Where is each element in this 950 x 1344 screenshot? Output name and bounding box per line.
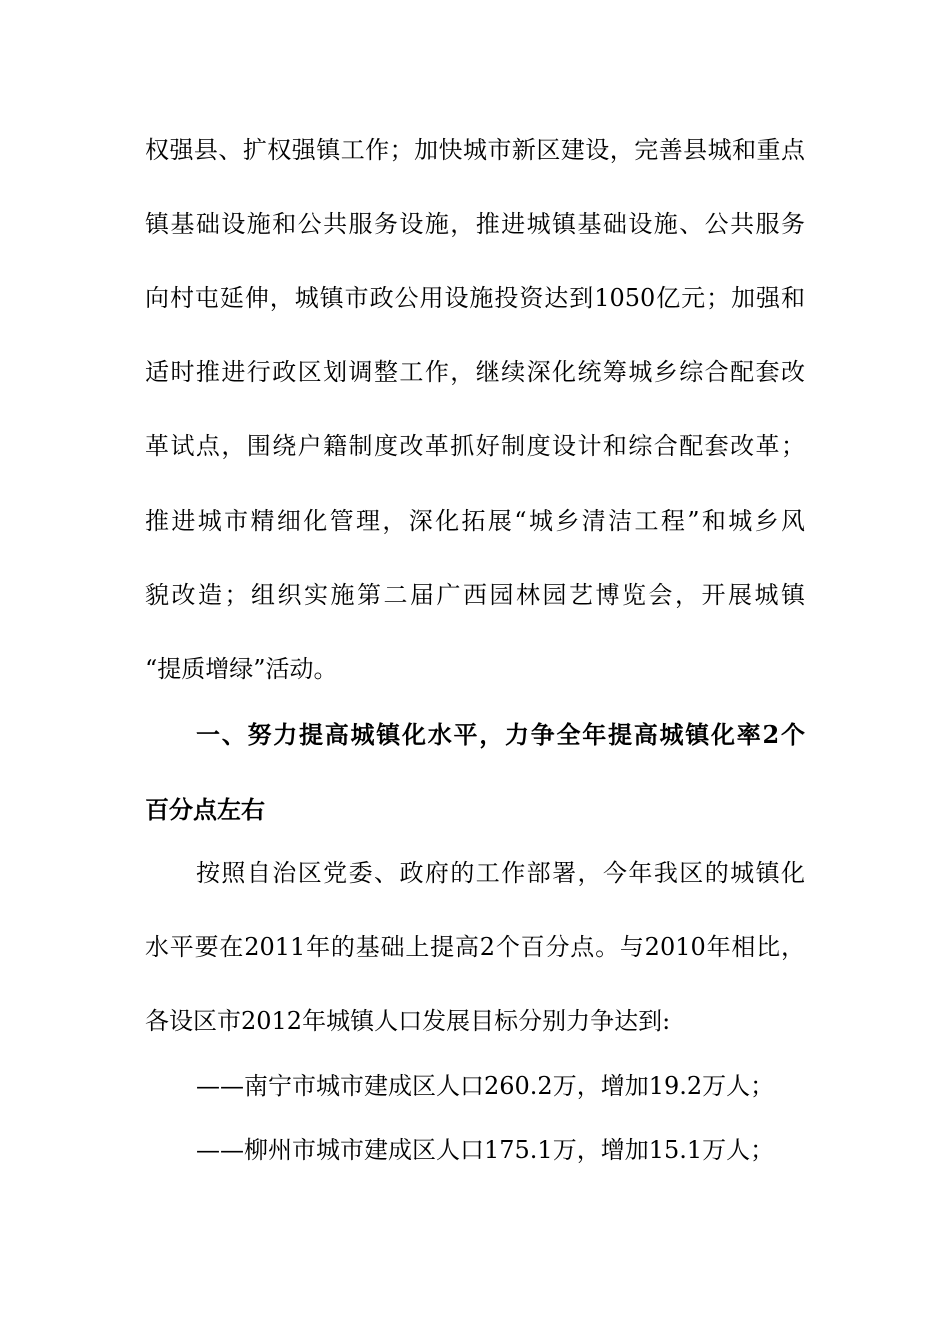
section-heading: 一、努力提高城镇化水平，力争全年提高城镇化率2个 [196, 720, 805, 749]
paragraph-line: 各设区市2012年城镇人口发展目标分别力争达到: [145, 1007, 671, 1035]
paragraph-line: 向村屯延伸，城镇市政公用设施投资达到1050亿元；加强和 [145, 284, 805, 312]
paragraph-line: 革试点，围绕户籍制度改革抓好制度设计和综合配套改革； [145, 432, 805, 460]
paragraph-line: 权强县、扩权强镇工作；加快城市新区建设，完善县城和重点 [145, 136, 805, 164]
list-item: ——柳州市城市建成区人口175.1万，增加15.1万人； [196, 1136, 775, 1164]
paragraph-line: 镇基础设施和公共服务设施，推进城镇基础设施、公共服务 [145, 210, 805, 238]
section-heading: 百分点左右 [145, 795, 265, 824]
list-item: ——南宁市城市建成区人口260.2万，增加19.2万人； [196, 1072, 775, 1100]
paragraph-line: 推进城市精细化管理，深化拓展“城乡清洁工程”和城乡风 [145, 507, 805, 535]
paragraph-line: 水平要在2011年的基础上提高2个百分点。与2010年相比， [145, 933, 805, 961]
paragraph-line: “提质增绿”活动。 [145, 655, 338, 683]
paragraph-line: 适时推进行政区划调整工作，继续深化统筹城乡综合配套改 [145, 358, 805, 386]
paragraph-line: 貌改造；组织实施第二届广西园林园艺博览会，开展城镇 [145, 581, 805, 609]
paragraph-line: 按照自治区党委、政府的工作部署，今年我区的城镇化 [196, 859, 805, 887]
